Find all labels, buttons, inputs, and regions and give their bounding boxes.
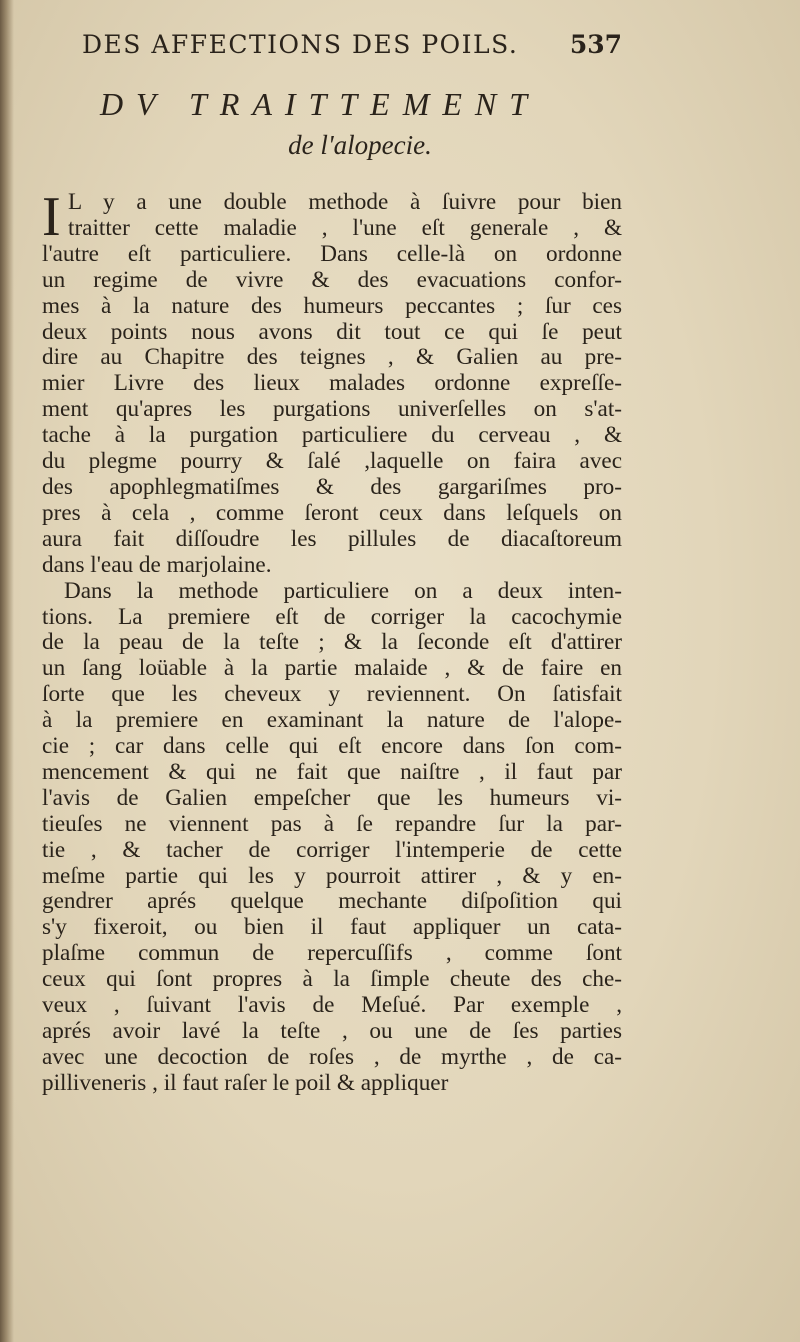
text-line: ment qu'apres les purgations univerſelles on s'at- — [42, 396, 622, 423]
text-line: mier Livre des lieux malades ordonne expreſſe- — [42, 370, 622, 397]
paragraph-2 — [42, 579, 622, 1097]
binding-gutter — [0, 0, 14, 1342]
text-line: L y a une double methode à ſuivre pour bien — [68, 189, 622, 215]
text-line: du plegme pourry & ſalé ,laquelle on faira avec — [42, 448, 622, 475]
text-line: gendrer aprés quelque mechante diſpoſition qui — [42, 888, 622, 915]
text-line: traitter cette maladie , l'une eſt generale , & — [68, 214, 622, 241]
text-line: ceux qui ſont propres à la ſimple cheute des che- — [42, 966, 622, 993]
text-line: mes à la nature des humeurs peccantes ; ſur ces — [42, 292, 622, 319]
page-number: 537 — [569, 30, 622, 59]
drop-cap: I — [42, 186, 61, 248]
section-heading — [60, 84, 620, 162]
text-line: un regime de vivre & des evacuations confor- — [42, 266, 622, 293]
text-line: veux , ſuivant l'avis de Meſué. Par exemple , — [42, 992, 622, 1019]
text-line: s'y fixeroit, ou bien il faut appliquer un cata- — [42, 914, 622, 941]
text-line: cie ; car dans celle qui eſt encore dans ſon com- — [42, 733, 622, 760]
paragraph-1 — [42, 186, 622, 579]
text-line: dans l'eau de marjolaine. — [42, 551, 272, 578]
text-line: plaſme commun de repercuſſifs , comme ſont — [42, 940, 622, 967]
text-line: dire au Chapitre des teignes , & Galien au pre- — [42, 344, 622, 371]
text-line: ſorte que les cheveux y reviennent. On ſatisfait — [42, 681, 622, 708]
text-line: tache à la purgation particuliere du cerveau , & — [42, 422, 622, 449]
text-line: à la premiere en examinant la nature de l'alope- — [42, 707, 622, 734]
text-line: tions. La premiere eſt de corriger la cacochymie — [42, 603, 622, 630]
section-heading-main: DV TRAITTEMENT — [99, 86, 541, 122]
text-line: tie , & tacher de corriger l'intemperie de cette — [42, 836, 622, 863]
running-head — [82, 30, 622, 70]
text-line: mencement & qui ne fait que naiſtre , il faut par — [42, 758, 622, 785]
text-line: de la peau de la teſte ; & la ſeconde eſt d'attirer — [42, 629, 622, 656]
body-text — [42, 186, 622, 1097]
running-head-title: DES AFFECTIONS DES POILS. — [82, 30, 519, 59]
text-line: l'autre eſt particuliere. Dans celle-là on ordonne — [42, 240, 622, 267]
text-line: pilliveneris , il faut raſer le poil & appliquer — [42, 1069, 449, 1096]
text-line: aura fait diſſoudre les pillules de diacaſtoreum — [42, 525, 622, 552]
text-line: des apophlegmatiſmes & des gargariſmes pro- — [42, 473, 622, 500]
text-line: Dans la methode particuliere on a deux inten- — [64, 577, 622, 604]
text-line: deux points nous avons dit tout ce qui ſe peut — [42, 318, 622, 345]
text-line: avec une decoction de roſes , de myrthe , de ca- — [42, 1043, 622, 1070]
text-line: l'avis de Galien empeſcher que les humeurs vi- — [42, 784, 622, 811]
text-line: meſme partie qui les y pourroit attirer , & y en- — [42, 862, 622, 889]
text-line: aprés avoir lavé la teſte , ou une de ſes parties — [42, 1018, 622, 1044]
text-line: un ſang loüable à la partie malaide , & de faire en — [42, 655, 622, 682]
text-line: tieuſes ne viennent pas à ſe repandre ſur la par- — [42, 810, 622, 837]
text-line: pres à cela , comme ſeront ceux dans leſquels on — [42, 499, 622, 526]
section-heading-sub: de l'alopecie. — [288, 130, 432, 160]
